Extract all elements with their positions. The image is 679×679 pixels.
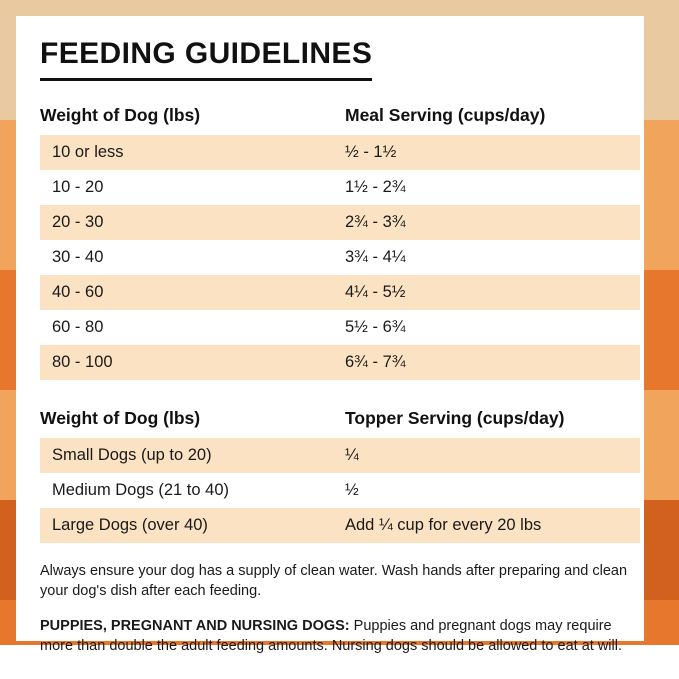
meal-header-serving: Meal Serving (cups/day) xyxy=(345,104,546,125)
topper-serving-1: ½ xyxy=(345,480,359,499)
meal-weight-2: 20 - 30 xyxy=(40,205,345,240)
meal-serving-1: 1½ - 2¾ xyxy=(345,177,406,196)
topper-header-weight: Weight of Dog (lbs) xyxy=(40,407,201,428)
table-row xyxy=(40,275,640,310)
topper-weight-2: Large Dogs (over 40) xyxy=(40,508,345,543)
meal-weight-6: 80 - 100 xyxy=(40,345,345,380)
page-title: FEEDING GUIDELINES xyxy=(40,32,372,81)
meal-serving-0: ½ - 1½ xyxy=(345,135,640,170)
topper-weight-0: Small Dogs (up to 20) xyxy=(40,438,345,473)
topper-serving-2: Add ¼ cup for every 20 lbs xyxy=(345,508,640,543)
topper-weight-1: Medium Dogs (21 to 40) xyxy=(52,480,229,499)
table-row xyxy=(40,205,640,240)
meal-header-weight: Weight of Dog (lbs) xyxy=(40,104,201,125)
water-note: Always ensure your dog has a supply of clean water. Wash hands after preparing and clean your dog's dish after each feeding. xyxy=(40,562,628,600)
meal-weight-4: 40 - 60 xyxy=(40,275,345,310)
table-header-row xyxy=(40,99,640,135)
table-row xyxy=(40,473,640,508)
table-row xyxy=(40,310,640,345)
table-row xyxy=(40,240,640,275)
table-row xyxy=(40,508,640,543)
puppies-note-text: Puppies and pregnant dogs may require more than double the adult feeding amounts. Nursing dogs should be allowed to eat at will. xyxy=(40,617,622,655)
meal-weight-1: 10 - 20 xyxy=(52,177,104,196)
table-header-row xyxy=(40,402,640,438)
topper-serving-0: ¼ xyxy=(345,438,640,473)
meal-serving-6: 6¾ - 7¾ xyxy=(345,345,640,380)
content-area xyxy=(40,32,640,657)
meal-serving-3: 3¾ - 4¼ xyxy=(345,247,406,266)
puppies-note-label: PUPPIES, PREGNANT AND NURSING DOGS: xyxy=(40,617,350,634)
meal-weight-3: 30 - 40 xyxy=(52,247,104,266)
meal-serving-4: 4¼ - 5½ xyxy=(345,275,640,310)
topper-serving-table xyxy=(40,402,640,543)
meal-serving-table xyxy=(40,99,640,380)
table-row xyxy=(40,170,640,205)
page-title-wrap xyxy=(40,32,640,81)
table-row xyxy=(40,135,640,170)
meal-serving-5: 5½ - 6¾ xyxy=(345,317,406,336)
puppies-note xyxy=(40,616,640,657)
content-card xyxy=(16,16,644,655)
meal-weight-0: 10 or less xyxy=(40,135,345,170)
meal-weight-5: 60 - 80 xyxy=(52,317,104,336)
topper-header-serving: Topper Serving (cups/day) xyxy=(345,407,565,428)
table-row xyxy=(40,345,640,380)
table-row xyxy=(40,438,640,473)
meal-serving-2: 2¾ - 3¾ xyxy=(345,205,640,240)
